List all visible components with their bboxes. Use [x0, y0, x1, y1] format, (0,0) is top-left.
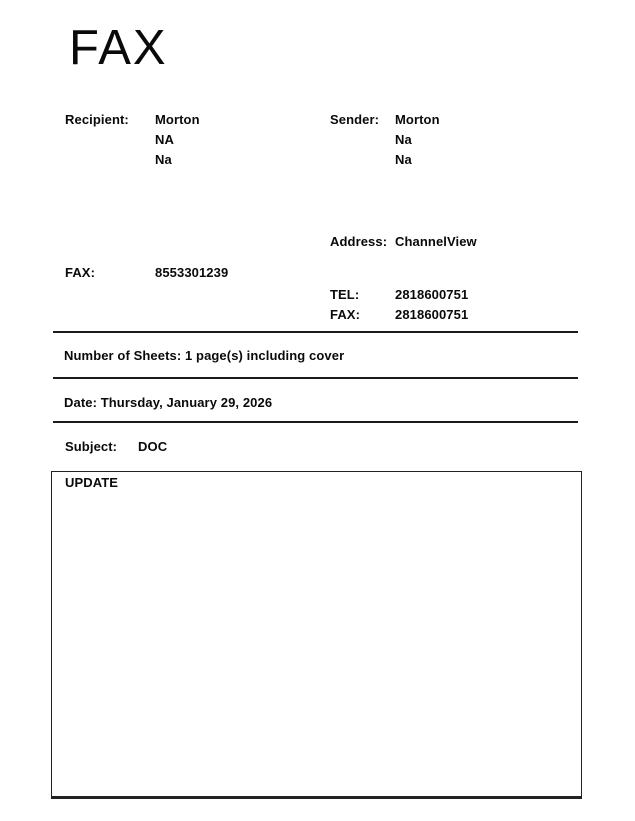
message-body: UPDATE [65, 475, 119, 490]
fax-title: FAX [69, 21, 168, 75]
sender-name: Morton [395, 112, 440, 127]
message-box [51, 471, 582, 799]
divider-top [53, 331, 578, 333]
divider-bottom [53, 421, 578, 423]
recipient-fax-value: 8553301239 [155, 265, 229, 280]
recipient-info [155, 110, 200, 170]
sender-line2: Na [395, 132, 412, 147]
recipient-fax-label: FAX: [65, 265, 96, 280]
sender-info [395, 110, 440, 170]
sender-label: Sender: [330, 112, 380, 127]
recipient-line3: Na [155, 152, 172, 167]
recipient-line2: NA [155, 132, 174, 147]
recipient-name: Morton [155, 112, 200, 127]
sender-tel-value: 2818600751 [395, 287, 469, 302]
recipient-label: Recipient: [65, 112, 129, 127]
divider-middle [53, 377, 578, 379]
subject-label: Subject: [65, 439, 118, 454]
subject-value: DOC [138, 439, 168, 454]
sender-fax-value: 2818600751 [395, 307, 469, 322]
sender-address-value: ChannelView [395, 234, 477, 249]
sender-line3: Na [395, 152, 412, 167]
sheet-count-text: Number of Sheets: 1 page(s) including cover [64, 348, 345, 363]
sender-address-label: Address: [330, 234, 388, 249]
sender-fax-label: FAX: [330, 307, 361, 322]
date-text: Date: Thursday, January 29, 2026 [64, 395, 273, 410]
sender-tel-label: TEL: [330, 287, 360, 302]
